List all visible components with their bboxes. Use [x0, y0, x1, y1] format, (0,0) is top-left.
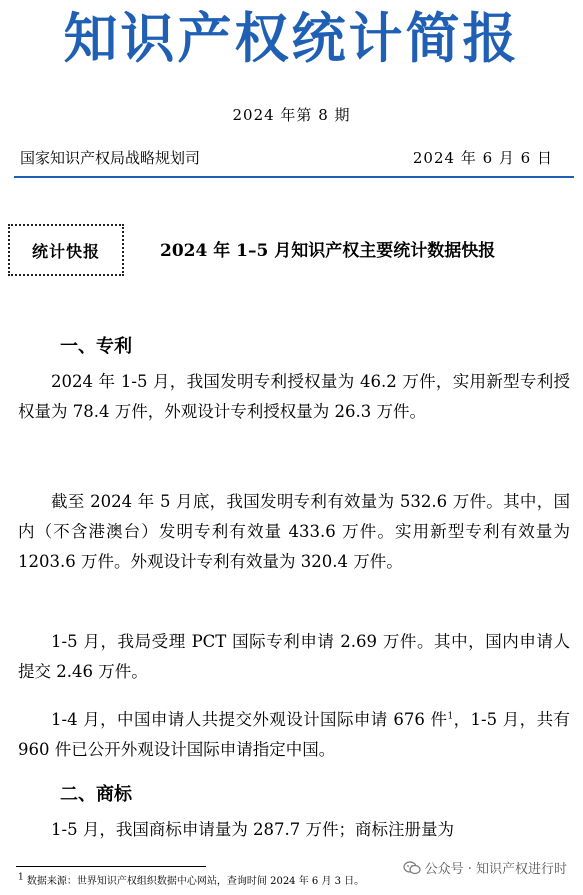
- footnote-mark: 1: [18, 872, 24, 883]
- footnote-text: 数据来源：世界知识产权组织数据中心网站，查询时间 2024 年 6 月 3 日。: [26, 876, 365, 887]
- report-title: 2024 年 1–5 月知识产权主要统计数据快报: [160, 241, 496, 261]
- masthead-title: 知识产权统计简报: [63, 7, 520, 70]
- section-heading-patent: 一、专利: [60, 336, 132, 357]
- wechat-icon: [403, 861, 421, 875]
- watermark-text: 公众号 · 知识产权进行时: [424, 862, 567, 877]
- section-heading-trademark: 二、商标: [60, 784, 132, 805]
- publish-date: 2024 年 6 月 6 日: [412, 149, 553, 167]
- paragraph-trademark: 1-5 月，我国商标申请量为 287.7 万件；商标注册量为: [51, 820, 455, 839]
- design-intl-text-b: ，1-5 月，共有 960 件已公开外观设计国际申请指定中国。: [18, 710, 570, 759]
- header-rule: [14, 176, 574, 178]
- watermark: [401, 858, 569, 877]
- paragraph-design-intl: [18, 705, 570, 765]
- stat-flash-tag: [8, 224, 124, 276]
- footnote-ref: 1: [447, 711, 454, 722]
- paragraph-patent-grants: 2024 年 1-5 月，我国发明专利授权量为 46.2 万件，实用新型专利授权量为 78.4 万件，外观设计专利授权量为 26.3 万件。: [18, 372, 570, 421]
- stat-flash-tag-label: 统计快报: [31, 241, 100, 261]
- footnote-rule: [16, 866, 206, 867]
- design-intl-text-a: 1-4 月，中国申请人共提交外观设计国际申请 676 件: [51, 710, 448, 729]
- paragraph-patent-valid: 截至 2024 年 5 月底，我国发明专利有效量为 532.6 万件。其中，国内（不含港澳台）发明专利有效量 433.6 万件。实用新型专利有效量为 1203.6 万件。外观设计专利有效量为 320.4 万件。: [18, 492, 570, 571]
- publisher: 国家知识产权局战略规划司: [20, 149, 201, 167]
- paragraph-pct: 1-5 月，我局受理 PCT 国际专利申请 2.69 万件。其中，国内申请人提交 2.46 万件。: [18, 632, 570, 681]
- issue-number: 2024 年第 8 期: [232, 106, 351, 124]
- footnote: [18, 872, 364, 887]
